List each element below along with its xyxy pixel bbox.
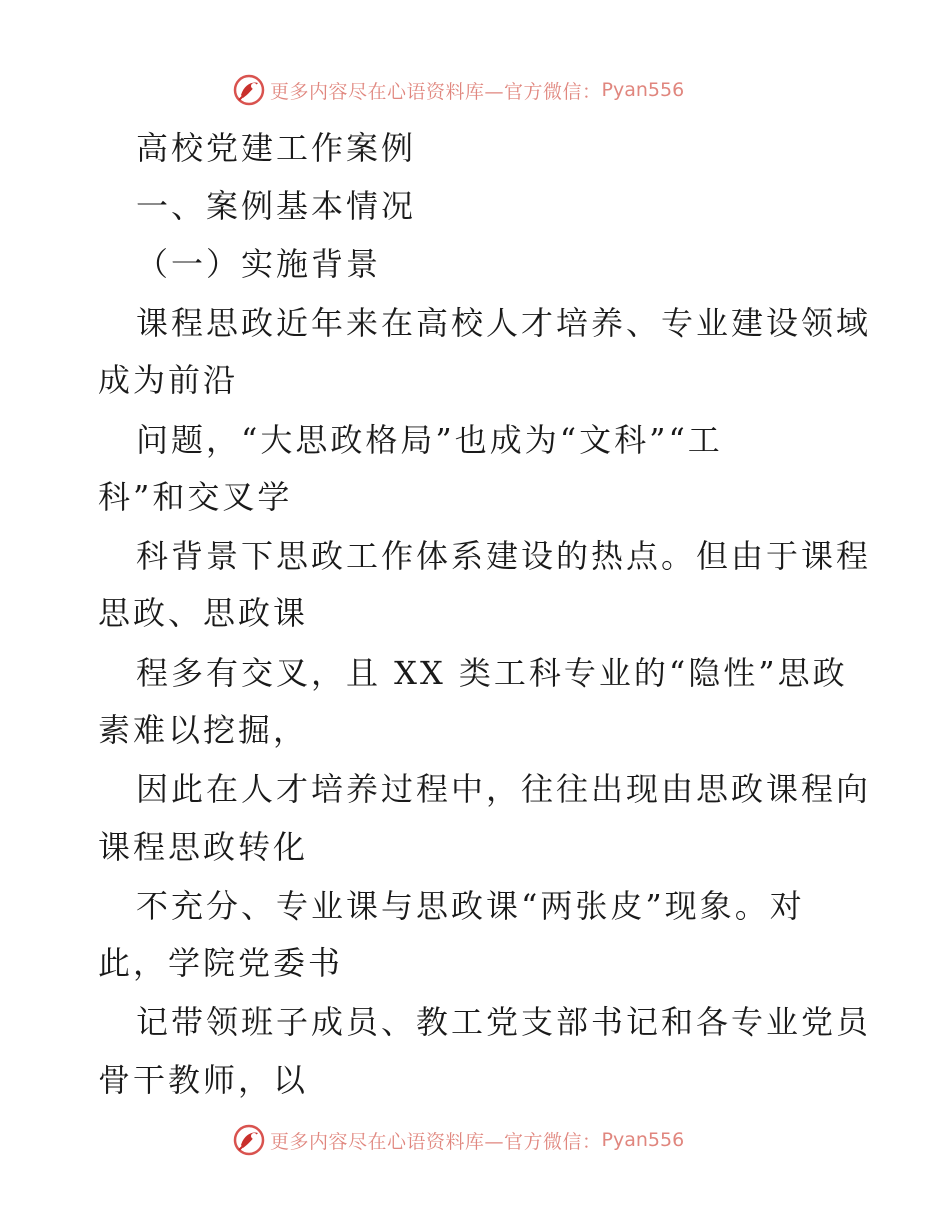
- watermark-handle: Pyan556: [601, 79, 685, 101]
- doc-title: 高校党建工作案例: [136, 129, 417, 167]
- watermark-text: 更多内容尽在心语资料库—官方微信：: [270, 1130, 602, 1153]
- paragraph-line: 科”和交叉学: [98, 478, 293, 516]
- paragraph-line: 问题，“大思政格局”也成为“文科”“工: [136, 421, 723, 459]
- footer-watermark: [232, 1122, 684, 1158]
- flower-logo-icon: [232, 1123, 266, 1157]
- paragraph-line: 科背景下思政工作体系建设的热点。但由于课程: [136, 537, 872, 575]
- paragraph-line: 课程思政转化: [98, 828, 309, 866]
- paragraph-line: 素难以挖掘，: [98, 711, 309, 749]
- watermark-handle: Pyan556: [601, 1129, 685, 1151]
- paragraph-line: 程多有交叉，且 XX 类工科专业的“隐性”思政: [136, 654, 848, 692]
- paragraph-line: 因此在人才培养过程中，往往出现由思政课程向: [136, 770, 872, 808]
- subsection-heading: （一）实施背景: [136, 245, 382, 283]
- watermark-text: 更多内容尽在心语资料库—官方微信：: [270, 80, 602, 103]
- paragraph-line: 思政、思政课: [98, 594, 309, 632]
- paragraph-line: 此，学院党委书: [98, 944, 344, 982]
- paragraph-line: 课程思政近年来在高校人才培养、专业建设领域: [136, 304, 872, 342]
- paragraph-line: 记带领班子成员、教工党支部书记和各专业党员: [136, 1003, 872, 1041]
- section-heading: 一、案例基本情况: [136, 187, 417, 225]
- paragraph-line: 不充分、专业课与思政课“两张皮”现象。对: [136, 887, 805, 925]
- paragraph-line: 骨干教师，以: [98, 1061, 309, 1099]
- paragraph-line: 成为前沿: [98, 361, 239, 399]
